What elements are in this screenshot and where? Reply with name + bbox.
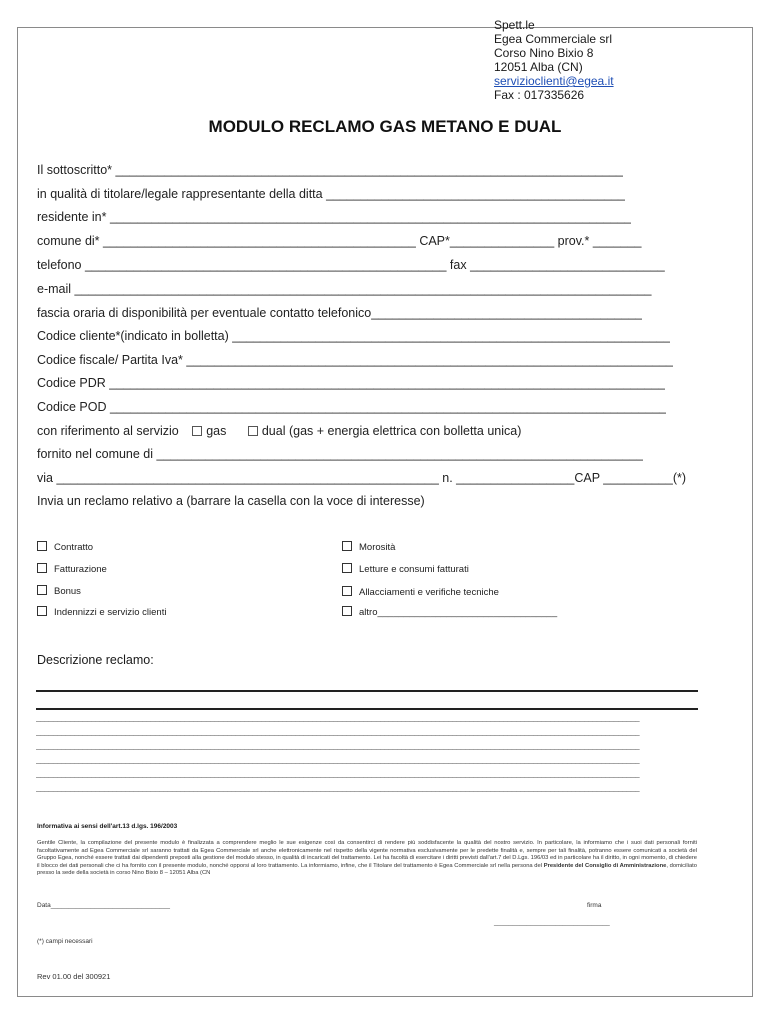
field-fascia-oraria[interactable]: fascia oraria di disponibilità per eventuale contatto telefonico_______________________________________	[37, 306, 643, 320]
form-title: MODULO RECLAMO GAS METANO E DUAL	[208, 117, 562, 136]
informativa-title: Informativa ai sensi dell'art.13 d.lgs. 196/2003	[37, 823, 178, 830]
gas-label: gas	[206, 424, 227, 438]
option-label: Allacciamenti e verifiche tecniche	[359, 587, 499, 598]
fax-number: Fax : 017335626	[494, 88, 585, 102]
option-allacciamenti[interactable]	[342, 586, 499, 598]
data-field[interactable]: Data_________________________________	[37, 902, 171, 909]
field-codice-pod[interactable]: Codice POD ________________________________________________________________________________	[37, 400, 667, 414]
field-codice-fiscale[interactable]: Codice fiscale/ Partita Iva* ______________________________________________________________________	[37, 353, 674, 367]
option-label: Indennizzi e servizio clienti	[54, 607, 167, 618]
option-morosita[interactable]	[342, 541, 395, 553]
description-line[interactable]: ______________________________________________________________________________________________________________________________________________	[36, 727, 640, 736]
invia-text: Invia un reclamo relativo a (barrare la casella con la voce di interesse)	[37, 494, 425, 508]
informativa-bold: Presidente del Consiglio di Amministrazione	[543, 862, 667, 869]
checkbox-square[interactable]	[37, 541, 47, 551]
option-label: Letture e consumi fatturati	[359, 564, 469, 575]
checkbox-square[interactable]	[342, 541, 352, 551]
field-codice-cliente[interactable]: Codice cliente*(indicato in bolletta) _______________________________________________________________	[37, 329, 671, 343]
address-line: Spett.le	[494, 18, 535, 32]
description-rule	[36, 690, 698, 692]
option-contratto[interactable]	[37, 541, 93, 553]
revision-label: Rev 01.00 del 300921	[37, 972, 111, 981]
description-label: Descrizione reclamo:	[37, 653, 154, 667]
description-line[interactable]: ______________________________________________________________________________________________________________________________________________	[36, 783, 640, 792]
address-line: Corso Nino Bixio 8	[494, 46, 594, 60]
service-row	[37, 424, 521, 438]
checkbox-square[interactable]	[37, 606, 47, 616]
option-label: altro__________________________________	[359, 607, 558, 618]
field-via[interactable]: via _______________________________________________________ n. _________________CAP __________(*)	[37, 471, 687, 485]
required-note: (*) campi necessari	[37, 938, 93, 945]
informativa-text	[37, 840, 697, 878]
option-bonus[interactable]	[37, 585, 81, 597]
service-label: con riferimento al servizio	[37, 424, 179, 438]
dual-label: dual (gas + energia elettrica con bolletta unica)	[261, 424, 522, 438]
option-fatturazione[interactable]	[37, 563, 107, 575]
option-indennizzi[interactable]	[37, 606, 166, 618]
option-altro[interactable]	[342, 606, 557, 618]
checkbox-square[interactable]	[37, 563, 47, 573]
address-line: 12051 Alba (CN)	[494, 60, 583, 74]
field-fornito[interactable]: fornito nel comune di ______________________________________________________________________	[37, 447, 644, 461]
field-telefono-fax[interactable]: telefono ____________________________________________________ fax ____________________________	[37, 258, 665, 272]
field-email[interactable]: e-mail ___________________________________________________________________________________	[37, 282, 652, 296]
field-codice-pdr[interactable]: Codice PDR ________________________________________________________________________________	[37, 376, 666, 390]
field-comune[interactable]: comune di* _____________________________________________ CAP*_______________ prov.* _______	[37, 234, 642, 248]
option-label: Morosità	[359, 542, 396, 553]
informativa-body: Gentile Cliente, la compilazione del presente modulo è finalizzata a comprendere meglio le sue esigenze così da consentirci di rendere più soddisfacente la qualità del nostro servizio. In particolare, la informiamo che i suoi dati personali forniti facoltativamente ad Egea Commerciale srl saranno trattati da Egea Commerciale srl anche elettronicamente nel rispetto della vigente normativa esclusivamente per le predette finalità e, sempre per tali finalità, potranno essere comunicati a società del Gruppo Egea, nonché essere trattati dai dipendenti preposti alla gestione del modulo stesso, in qualità di incaricati del trattamento. Lei ha facoltà di esercitare i diritti previsti dall'art.7 del D.Lgs. 196/03 ed in particolare ha il diritto, in ogni momento, di chiedere il blocco dei dati personali che ci ha fornito con il presente modulo, nonché opporsi al loro trattamento. La informiamo, infine, che il Titolare del trattamento è Egea Commerciale srl nella persona del	[37, 840, 697, 869]
field-qualita[interactable]: in qualità di titolare/legale rappresentante della ditta ___________________________________________	[37, 187, 626, 201]
email-link[interactable]: servizioclienti@egea.it	[494, 74, 614, 88]
checkbox-square[interactable]	[342, 563, 352, 573]
description-line[interactable]: ______________________________________________________________________________________________________________________________________________	[36, 741, 640, 750]
recipient-address	[494, 18, 614, 102]
option-label: Contratto	[54, 542, 94, 553]
description-line[interactable]: ______________________________________________________________________________________________________________________________________________	[36, 755, 640, 764]
gas-checkbox[interactable]	[192, 426, 202, 436]
checkbox-square[interactable]	[37, 585, 47, 595]
field-sottoscritto[interactable]: Il sottoscritto* _________________________________________________________________________	[37, 163, 623, 177]
checkbox-square[interactable]	[342, 586, 352, 596]
description-rule	[36, 708, 698, 710]
checkbox-square[interactable]	[342, 606, 352, 616]
firma-label: firma	[587, 902, 602, 909]
firma-field[interactable]: ________________________________	[494, 919, 610, 926]
description-line[interactable]: ______________________________________________________________________________________________________________________________________________	[36, 713, 640, 722]
option-letture[interactable]	[342, 563, 469, 575]
description-line[interactable]: ______________________________________________________________________________________________________________________________________________	[36, 769, 640, 778]
option-label: Fatturazione	[54, 564, 107, 575]
option-label: Bonus	[54, 586, 81, 597]
address-line: Egea Commerciale srl	[494, 32, 613, 46]
field-residente[interactable]: residente in* ___________________________________________________________________________	[37, 210, 632, 224]
dual-checkbox[interactable]	[248, 426, 258, 436]
informativa-tail: , domiciliato presso la sede della società in corso Nino Bixio 8 – 12051 Alba (CN	[37, 862, 697, 877]
